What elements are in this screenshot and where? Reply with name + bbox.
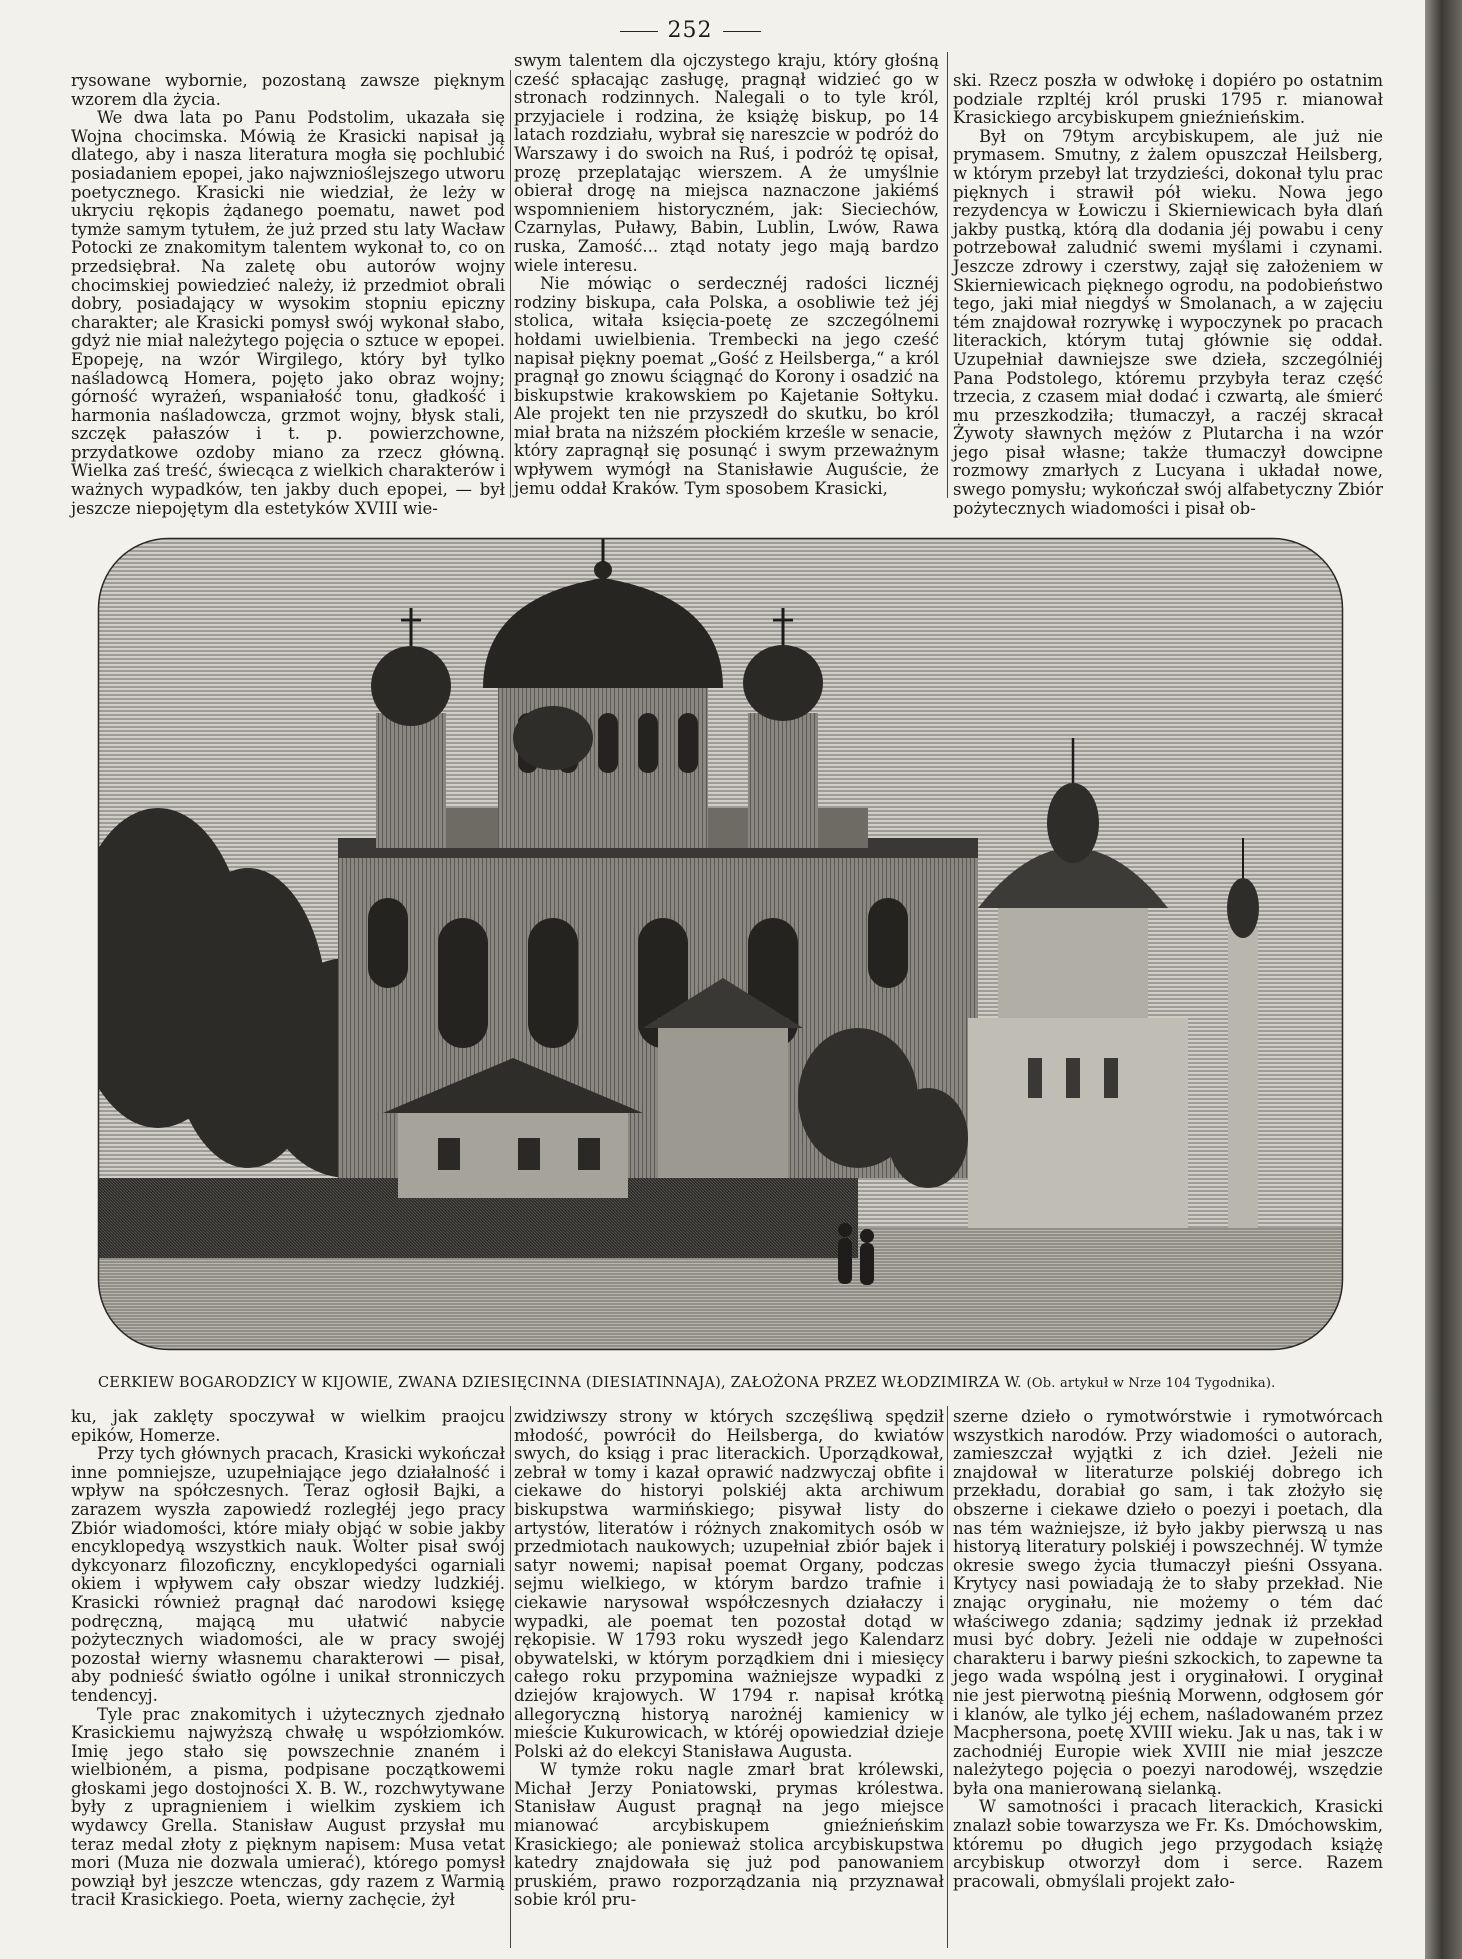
bottom-column-1 (71, 1408, 505, 1948)
column-rule (510, 70, 511, 498)
column-rule (510, 1406, 511, 1948)
paragraph: Przy tych głównych pracach, Krasicki wykończał inne pomniejsze, uzupełniające jego działalność i wpływ na spółczesnych. Teraz ogłosił Bajki, a zarazem wyszła zapowiedź rozległéj jego pracy Zbiór wiadomości, które miały objąć w sobie jakby encyklopedyą wszystkich nauk. Wolter pisał swój dykcyonarz filozoficzny, encyklopedyści ogarniali okiem i wpływem cały obszar wiedzy ludzkiéj. Krasicki również pragnął dać narodowi księgę podręczną, mającą mu ułatwić nabycie pożytecznych wiadomości, ale w pracy swojéj pozostał wierny własnemu charakterowi — pisał, aby podnieść światło ogólne i unikał stronniczych tendencyj. (71, 1444, 505, 1705)
bottom-column-3 (953, 1408, 1383, 1948)
page-number: 252 (667, 18, 713, 43)
paragraph: rysowane wybornie, pozostaną zawsze pięknym wzorem dla życia. (71, 71, 505, 109)
header-dash-left (620, 31, 658, 32)
paragraph: W tymże roku nagle zmarł brat królewski, Michał Jerzy Poniatowski, prymas królestwa. Stanisław August pragnął na jego miejsce mianować arcybiskupem gnieźnieńskim Krasickiego; ale ponieważ stolica arcybiskupstwa katedry znajdowała się już pod panowaniem pruskiém, prawo rozporządzania nią przyznawał sobie król pru- (514, 1760, 944, 1910)
column-rule (947, 52, 948, 498)
illustration-caption (98, 1375, 1343, 1391)
header-dash-right (723, 31, 761, 32)
column-rule (947, 1406, 948, 1948)
book-gutter (1425, 0, 1462, 1959)
paragraph: ski. Rzecz poszła w odwłokę i dopiéro po ostatnim podziale rzpltéj król pruski 1795 r. mianował Krasickiego arcybiskupem gnieźnieńskim. (953, 71, 1383, 128)
caption-title: CERKIEW BOGARODZICY W KIJOWIE, ZWANA DZIESIĘCINNA (DIESIATINNAJA), ZAŁOŻONA PRZEZ WŁODZIMIRZA W. (98, 1375, 1022, 1391)
top-column-1 (71, 71, 505, 518)
top-column-3 (953, 71, 1383, 518)
church-engraving (98, 538, 1343, 1350)
paragraph: ku, jak zaklęty spoczywał w wielkim praojcu epików, Homerze. (71, 1407, 505, 1445)
paragraph: Nie mówiąc o serdecznéj radości licznéj rodziny biskupa, cała Polska, a osobliwie też jéj stolica, witała księcia-poetę ze szczególnemi hołdami uwielbienia. Trembecki na jego cześć napisał piękny poemat „Gość z Heilsberga,“ a król pragnął go znowu ściągnąć do Korony i osadzić na biskupstwie krakowskiem po Kajetanie Sołtyku. Ale projekt ten nie przyszedł do skutku, bo król miał brata na niższém płockiém krześle w senacie, który zapragnął się posunąć i swym przeważnym wpływem wymógł na Stanisławie Auguście, że jemu oddał Kraków. Tym sposobem Krasicki, (514, 274, 939, 498)
paragraph: W samotności i pracach literackich, Krasicki znalazł sobie towarzysza we Fr. Ks. Dmóchowskim, któremu po długich jego przygodach książę arcybiskup otworzył dom i serce. Razem pracowali, obmyślali projekt zało- (953, 1797, 1383, 1891)
paragraph: szerne dzieło o rymotwórstwie i rymotwórcach wszystkich narodów. Przy wiadomości o autorach, zamieszczał wyjątki z ich dzieł. Jeżeli nie znajdował w literaturze polskiéj dobrego ich przekładu, dorabiał go sam, i tak złożyło się obszerne i ciekawe dzieło o poezyi i poetach, dla nas tém ważniejsze, iż było jakby pierwszą u nas historyą literatury polskiéj i powszechnéj. W tymże okresie swego życia tłumaczył pieśni Ossyana. Krytycy nasi powiadają że to słaby przekład. Nie znając oryginału, nie możemy o tém dać właściwego zdania; sądzimy jednak iż przekład musi być dobry. Jeżeli nie oddaje w zupełności charakteru i barwy pieśni szkockich, to zapewne ta jego wada wspólną jest i oryginałowi. I oryginał nie jest pierwotną pieśnią Morwenn, odgłosem gór i klanów, ale tylko jéj echem, naśladowaném przez Macphersona, poetę XVIII wieku. Jak u nas, tak i w zachodniéj Europie wiek XVIII nie miał jeszcze należytego pojęcia o poezyi narodowéj, wszędzie była ona manierowaną sielanką. (953, 1407, 1383, 1798)
paragraph: zwidziwszy strony w których szczęśliwą spędził młodość, powrócił do Heilsberga, do kwiatów swych, do ksiąg i prac literackich. Uporządkował, zebrał w tomy i kazał oprawić nadzwyczaj obfite i ciekawe do historyi polskiéj akta archiwum biskupstwa warmińskiego; pisywał listy do artystów, literatów i różnych znakomitych osób w przedmiotach naukowych; uzupełniał zbiór bajek i satyr nowemi; napisał poemat Organy, podczas sejmu wielkiego, w którym bardzo trafnie i ciekawie narysował współczesnych działaczy i wypadki, ale poemat ten pozostał dotąd w rękopisie. W 1793 roku wyszedł jego Kalendarz obywatelski, w którym porządkiem dni i miesięcy całego roku przypomina ważniejsze wypadki z dziejów krajowych. W 1794 r. napisał krótką allegoryczną historyą narożnéj kamienicy w mieście Kukurowicach, w któréj opowiedział dzieje Polski aż do elekcyi Stanisława Augusta. (514, 1407, 944, 1761)
caption-reference: (Ob. artykuł w Nrze 104 Tygodnika). (1026, 1376, 1276, 1391)
paragraph: We dwa lata po Panu Podstolim, ukazała się Wojna chocimska. Mówią że Krasicki napisał ją dlatego, aby i nasza literatura mogła się pochlubić posiadaniem epopei, jako najwznioślejszego utworu poetycznego. Krasicki nie wiedział, że leży w ukryciu rękopis żądanego poematu, nawet pod tymże samym tytułem, że już przed stu laty Wacław Potocki ze znakomitym talentem wykonał to, co on przedsiębrał. Na zaletę obu autorów wojny chocimskiej powiedzieć należy, iż przedmiot obrali dobry, posiadający w wysokim stopniu epiczny charakter; ale Krasicki pomysł swój wykonał słabo, gdyż nie miał należytego pojęcia o sztuce w epopei. Epopeję, na wzór Wirgilego, który był tylko naśladowcą Homera, pojęto jako obraz wojny; górność wyrażeń, wspaniałość tonu, gładkość i harmonia naśladowcza, grzmot wojny, błysk stali, szczęk pałaszów i t. p. powierzchowne, przydatkowe ozdoby miano za rzecz główną. Wielka zaś treść, świecąca z wielkich charakterów i ważnych wypadków, ten jakby duch epopei, — był jeszcze niepojętym dla estetyków XVIII wie- (71, 108, 505, 518)
top-column-2 (514, 52, 939, 496)
bottom-column-2 (514, 1408, 944, 1948)
page-number-header (0, 18, 1380, 43)
paragraph: Był on 79tym arcybiskupem, ale już nie prymasem. Smutny, z żalem opuszczał Heilsberg, w którym przebył lat trzydzieści, dokonał tylu prac pięknych i strawił pół wieku. Nowa jego rezydencya w Łowiczu i Skierniewicach była dlań jakby pustką, którą dla dodania jéj powabu i ceny potrzebował zaludnić swemi myślami i czynami. Jeszcze zdrowy i czerstwy, zajął się założeniem w Skierniewicach pięknego ogrodu, na podobieństwo tego, jaki miał niegdyś w Smolanach, a w zajęciu tém znajdował rozrywkę i wypoczynek po pracach literackich, którym tutaj głównie się oddał. Uzupełniał dawniejsze swe dzieła, szczególniéj Pana Podstolego, któremu przybyła teraz część trzecia, z czasem miał dodać i czwartą, ale śmierć mu przeszkodziła; tłumaczył, a raczéj skracał Żywoty sławnych mężów z Plutarcha i na wzór jego pisał własne; także tłumaczył dowcipne rozmowy zmarłych z Lucyana i układał nowe, swego pomysłu; wykończał swój alfabetyczny Zbiór pożytecznych wiadomości i pisał ob- (953, 126, 1383, 518)
paragraph: Tyle prac znakomitych i użytecznych zjednało Krasickiemu najwyższą chwałę u współziomków. Imię jego stało się powszechnie znaném i wielbioném, a pisma, podpisane początkowemi głoskami jego dostojności X. B. W., rozchwytywane były z upragnieniem i wielkim zyskiem ich wydawcy Grella. Stanisław August przysłał mu teraz medal złoty z pięknym napisem: Musa vetat mori (Muza nie dozwala umierać), którego pomysł powziął był jeszcze wtenczas, gdy razem z Warmią tracił Krasickiego. Poeta, wierny zachęcie, żył (71, 1704, 505, 1910)
paragraph: swym talentem dla ojczystego kraju, który głośną cześć spłacając zasługę, pragnął widzieć go w stronach rodzinnych. Nalegali o to tyle król, przyjaciele i rodzina, że książę biskup, po 14 latach rozdziału, wybrał się nareszcie w podróż do Warszawy i do swoich na Ruś, i podróż tę opisał, prozę przeplatając wierszem. A że umyślnie obierał drogę na miejsca naznaczone jakiémś wspomnieniem historyczném, jak: Sieciechów, Czarnylas, Puławy, Babin, Lublin, Lwów, Rawa ruska, Zamość... ztąd notaty jego mają bardzo wiele interesu. (514, 51, 939, 275)
